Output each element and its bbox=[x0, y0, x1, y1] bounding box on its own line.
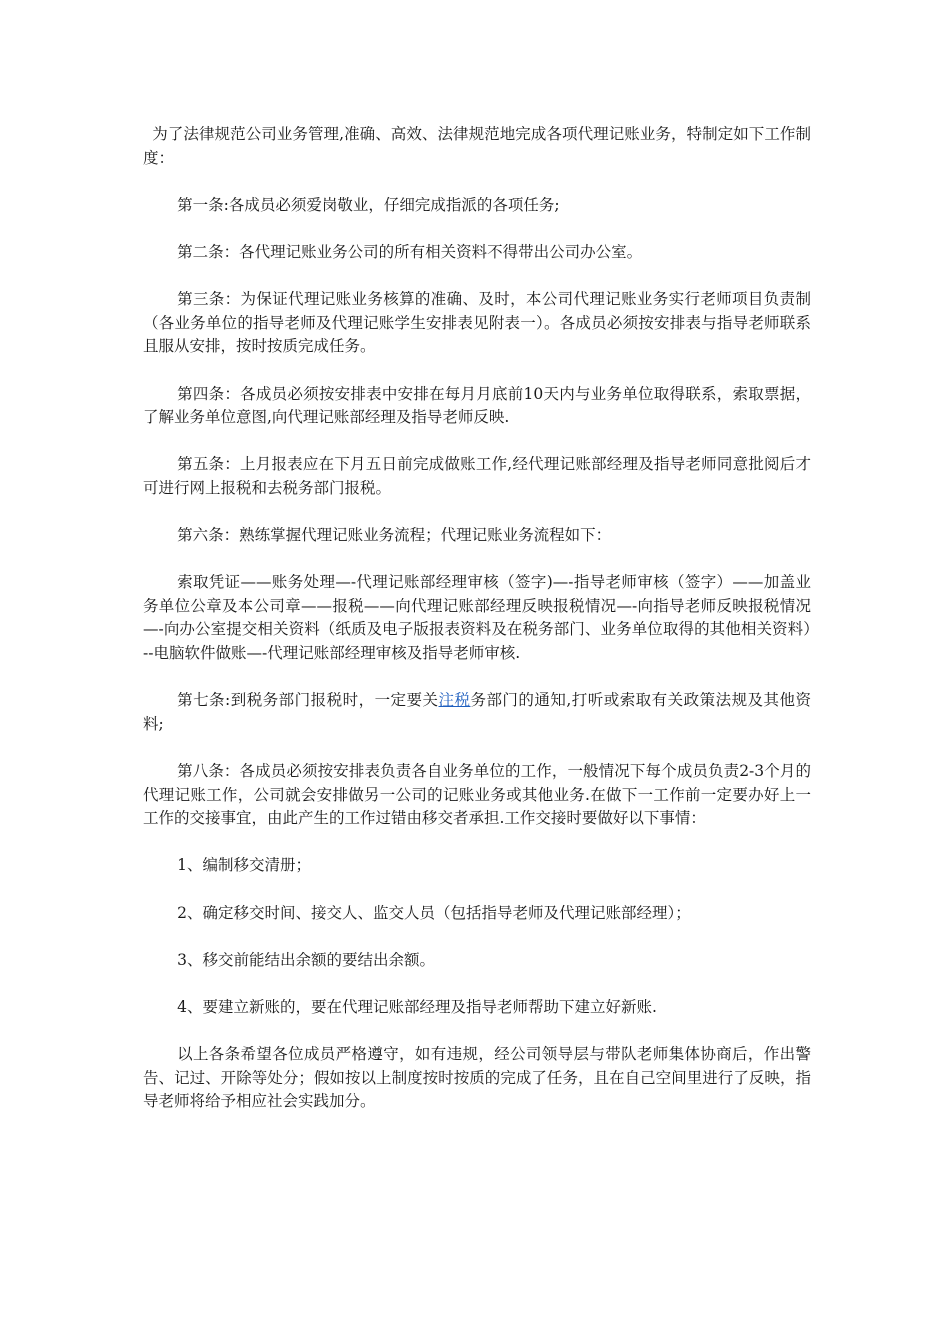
list-item: 1、编制移交清册； bbox=[177, 856, 311, 875]
article-7-text-after: 务部门的通知,打听或索取有关政策法规及其他资料; bbox=[143, 691, 811, 733]
article-2: 第二条：各代理记账业务公司的所有相关资料不得带出公司办公室。 bbox=[177, 242, 643, 261]
list-item: 4、要建立新账的，要在代理记账部经理及指导老师帮助下建立好新账. bbox=[177, 997, 657, 1016]
article-1: 第一条:各成员必须爱岗敬业，仔细完成指派的各项任务; bbox=[177, 195, 560, 214]
document-page bbox=[143, 123, 811, 1138]
closing-paragraph: 以上各条希望各位成员严格遵守，如有违规，经公司领导层与带队老师集体协商后，作出警告、记过、开除等处分；假如按以上制度按时按质的完成了任务，且在自己空间里进行了反映，指导老师将给予相应社会实践加分。 bbox=[143, 1045, 811, 1111]
article-7-text-before: 第七条:到税务部门报税时，一定要关 bbox=[177, 691, 439, 710]
article-5: 第五条：上月报表应在下月五日前完成做账工作,经代理记账部经理及指导老师同意批阅后才可进行网上报税和去税务部门报税。 bbox=[143, 455, 811, 497]
intro-paragraph: 为了法律规范公司业务管理,准确、高效、法律规范地完成各项代理记账业务，特制定如下工作制度： bbox=[143, 125, 811, 167]
article-6: 第六条：熟练掌握代理记账业务流程；代理记账业务流程如下： bbox=[177, 526, 612, 545]
tax-link[interactable]: 注税 bbox=[438, 691, 471, 710]
article-8: 第八条：各成员必须按安排表负责各自业务单位的工作，一般情况下每个成员负责2-3个月的代理记账工作，公司就会安排做另一公司的记账业务或其他业务.在做下一工作前一定要办好上一工作的交接事宜，由此产生的工作过错由移交者承担.工作交接时要做好以下事情： bbox=[143, 762, 811, 828]
list-item: 3、移交前能结出余额的要结出余额。 bbox=[177, 950, 435, 969]
article-4: 第四条：各成员必须按安排表中安排在每月月底前10天内与业务单位取得联系，索取票据，了解业务单位意图,向代理记账部经理及指导老师反映. bbox=[143, 384, 811, 427]
article-7 bbox=[143, 689, 811, 736]
process-flow: 索取凭证——账务处理—-代理记账部经理审核（签字)—-指导老师审核（签字）——加盖业务单位公章及本公司章——报税——向代理记账部经理反映报税情况—-向指导老师反映报税情况—-向办公室提交相关资料（纸质及电子版报表资料及在税务部门、业务单位取得的其他相关资料）--电脑软件做账—-代理记账部经理审核及指导老师审核. bbox=[143, 573, 811, 663]
article-3: 第三条：为保证代理记账业务核算的准确、及时，本公司代理记账业务实行老师项目负责制（各业务单位的指导老师及代理记账学生安排表见附表一）。各成员必须按安排表与指导老师联系且服从安排，按时按质完成任务。 bbox=[143, 290, 811, 356]
list-item: 2、确定移交时间、接交人、监交人员（包括指导老师及代理记账部经理）； bbox=[177, 903, 691, 922]
